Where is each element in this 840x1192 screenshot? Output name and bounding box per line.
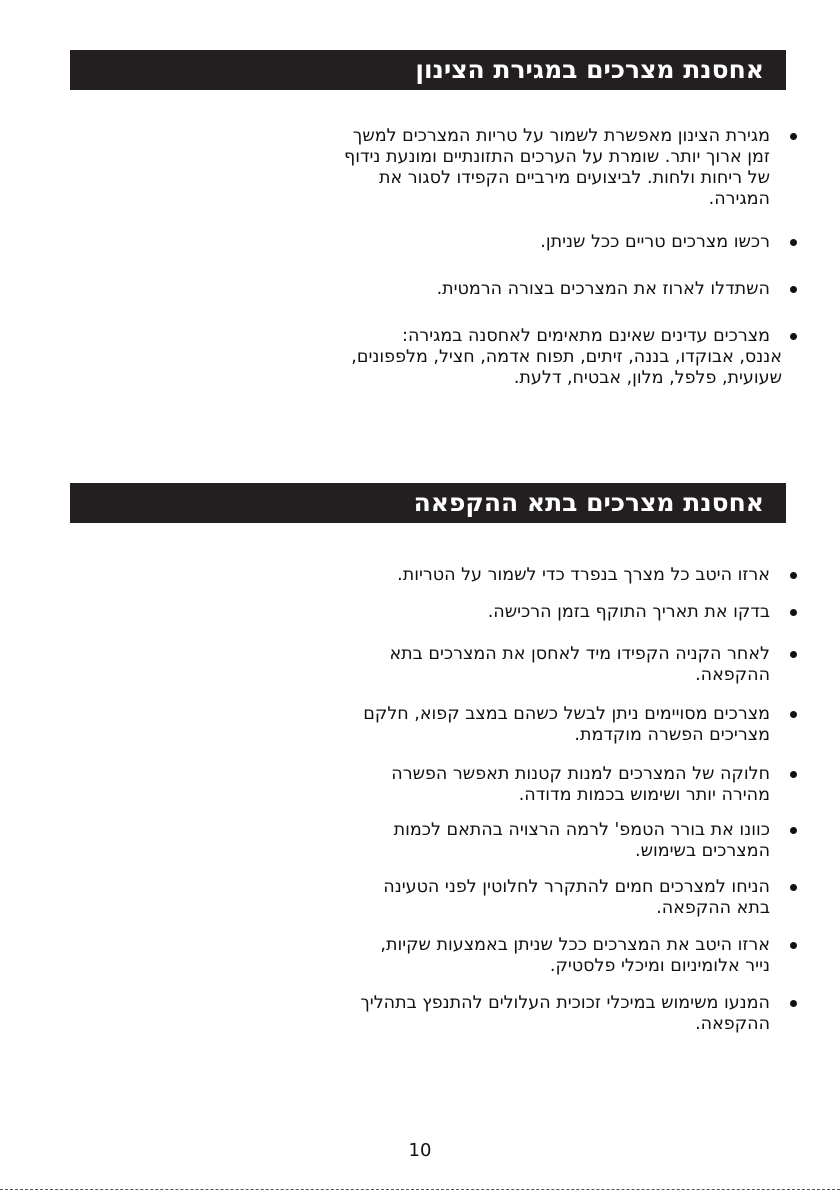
bottom-divider	[0, 1189, 840, 1190]
bullet-icon	[790, 1000, 797, 1007]
list-item-text: מצרכים מסויימים ניתן לבשל כשהם במצב קפוא, חלקם מצריכים הפשרה מוקדמת.	[363, 704, 770, 745]
list-item-text: השתדלו לארוז את המצרכים בצורה הרמטית.	[436, 279, 770, 299]
list-item	[270, 644, 800, 686]
list-item	[270, 820, 800, 862]
bullet-icon	[790, 711, 797, 718]
list-item-text: הניחו למצרכים חמים להתקרר לחלוטין לפני הטעינה בתא ההקפאה.	[383, 877, 770, 918]
list-item-text: מגירת הצינון מאפשרת לשמור על טריות המצרכים למשך זמן ארוך יותר. שומרת על הערכים התזונתיים ומונעת נידוף של ריחות ולחות. לביצועים מירביים הקפידו לסגור את המגירה.	[344, 126, 770, 209]
section-title-text: אחסנת מצרכים בתא ההקפאה	[413, 488, 764, 517]
list-item	[270, 764, 800, 806]
bullet-icon	[790, 609, 797, 616]
bullet-icon	[790, 827, 797, 834]
list-item-text: המנעו משימוש במיכלי זכוכית העלולים להתנפץ בתהליך ההקפאה.	[360, 993, 770, 1034]
list-item-text: ארזו היטב כל מצרך בנפרד כדי לשמור על הטריות.	[397, 565, 770, 585]
page-number: 10	[408, 1140, 432, 1161]
list-item	[270, 704, 800, 746]
list-item	[270, 993, 800, 1035]
bullet-icon	[790, 942, 797, 949]
list-item-text: ארזו היטב את המצרכים ככל שניתן באמצעות שקיות, נייר אלומיניום ומיכלי פלסטיק.	[380, 935, 770, 976]
bullet-icon	[790, 651, 797, 658]
list-item-text: כוונו את בורר הטמפ' לרמה הרצויה בהתאם לכמות המצרכים בשימוש.	[393, 820, 770, 861]
list-item-text: בדקו את תאריך התוקף בזמן הרכישה.	[487, 602, 770, 622]
section-title-text: אחסנת מצרכים במגירת הצינון	[415, 55, 764, 84]
list-item	[270, 565, 800, 586]
list-item	[270, 877, 800, 919]
bullet-icon	[790, 572, 797, 579]
list-item-text: חלוקה של המצרכים למנות קטנות תאפשר הפשרה מהירה יותר ושימוש בכמות מדודה.	[391, 764, 770, 805]
bullet-icon	[790, 771, 797, 778]
list-item	[270, 602, 800, 623]
list-item-text: רכשו מצרכים טריים ככל שניתן.	[540, 232, 770, 252]
bullet-icon	[790, 884, 797, 891]
list-item-text: מצרכים עדינים שאינם מתאימים לאחסנה במגירה:	[402, 326, 770, 346]
unsuitable-produce-list: אננס, אבוקדו, בננה, זיתים, תפוח אדמה, חציל, מלפפונים, שעועית, פלפל, מלון, אבטיח, דלעת.	[351, 347, 782, 388]
list-item-text: לאחר הקניה הקפידו מיד לאחסן את המצרכים בתא ההקפאה.	[389, 644, 770, 685]
list-item	[270, 935, 800, 977]
